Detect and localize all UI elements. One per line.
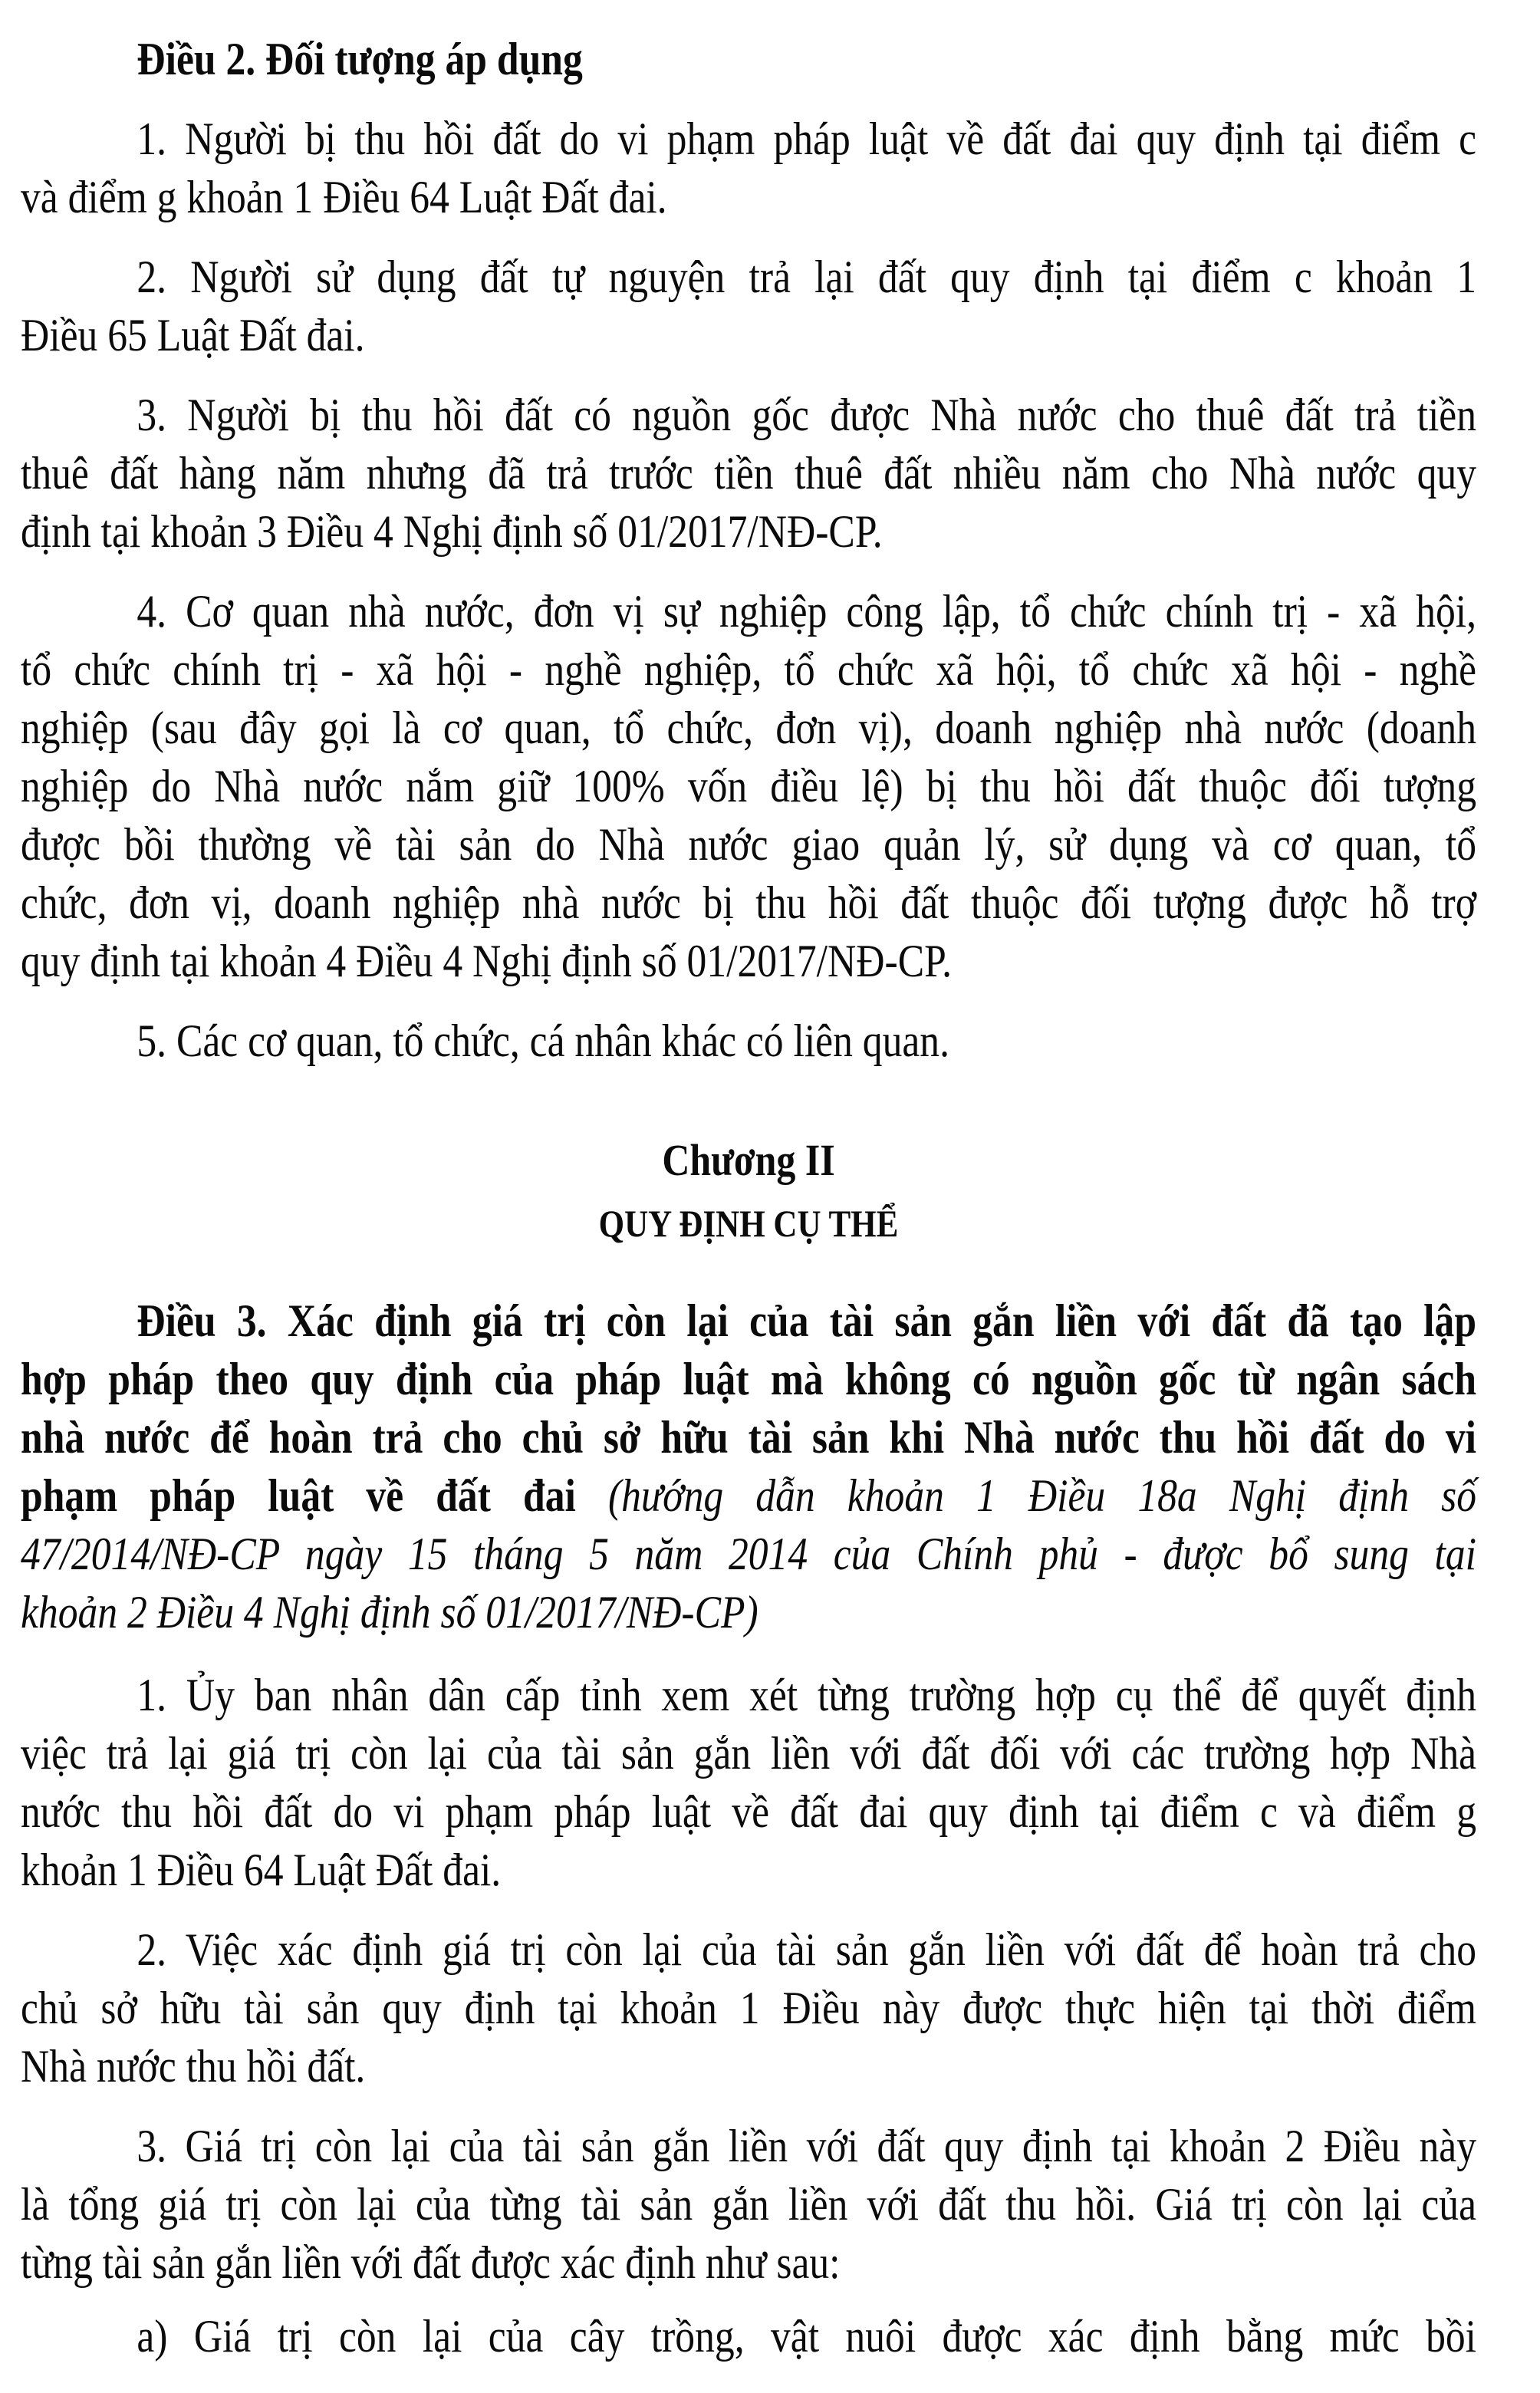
article-2-clause-5	[21, 1012, 1476, 1070]
text-line: thuê đất hàng năm nhưng đã trả trước tiền thuê đất nhiều năm cho Nhà nước quy	[21, 448, 1477, 499]
text-line: nghiệp (sau đây gọi là cơ quan, tổ chức, đơn vị), doanh nghiệp nhà nước (doanh	[21, 703, 1477, 753]
chapter-title: Chương II	[662, 1135, 835, 1185]
text-line: nước thu hồi đất do vi phạm pháp luật về đất đai quy định tại điểm c và điểm g	[21, 1786, 1477, 1837]
text-line: hợp pháp theo quy định của pháp luật mà không có nguồn gốc từ ngân sách	[21, 1354, 1477, 1404]
text-line: 5. Các cơ quan, tổ chức, cá nhân khác có liên quan.	[137, 1015, 949, 1066]
text-line: 1. Người bị thu hồi đất do vi phạm pháp luật về đất đai quy định tại điểm c	[137, 114, 1477, 164]
article-3-heading	[21, 1292, 1476, 1641]
article-2-clause-2	[21, 248, 1476, 364]
text-line: 1. Ủy ban nhân dân cấp tỉnh xem xét từng trường hợp cụ thể để quyết định	[137, 1670, 1477, 1720]
text-line: là tổng giá trị còn lại của từng tài sản gắn liền với đất thu hồi. Giá trị còn lại của	[21, 2179, 1477, 2230]
text-line: a) Giá trị còn lại của cây trồng, vật nuôi được xác định bằng mức bồi	[137, 2311, 1477, 2362]
article-3-point-a	[21, 2307, 1476, 2365]
text-line: 4. Cơ quan nhà nước, đơn vị sự nghiệp công lập, tổ chức chính trị - xã hội,	[137, 586, 1477, 637]
article-3-title-bold-tail: phạm pháp luật về đất đai	[21, 1470, 608, 1521]
text-line: Điều 3. Xác định giá trị còn lại của tài sản gắn liền với đất đã tạo lập	[137, 1295, 1477, 1346]
text-line: được bồi thường về tài sản do Nhà nước giao quản lý, sử dụng và cơ quan, tổ	[21, 819, 1477, 870]
text-line: 47/2014/NĐ-CP ngày 15 tháng 5 năm 2014 của Chính phủ - được bổ sung tại	[21, 1529, 1477, 1579]
article-2-clause-4	[21, 582, 1476, 990]
text-line: chủ sở hữu tài sản quy định tại khoản 1 Điều này được thực hiện tại thời điểm	[21, 1983, 1477, 2033]
text-line: Điều 65 Luật Đất đai.	[21, 310, 365, 360]
article-3-clause-1	[21, 1666, 1476, 1899]
text-line: và điểm g khoản 1 Điều 64 Luật Đất đai.	[21, 172, 667, 222]
text-line: chức, đơn vị, doanh nghiệp nhà nước bị thu hồi đất thuộc đối tượng được hỗ trợ	[21, 877, 1477, 928]
text-line: tổ chức chính trị - xã hội - nghề nghiệp, tổ chức xã hội, tổ chức xã hội - nghề	[21, 644, 1477, 695]
text-line: quy định tại khoản 4 Điều 4 Nghị định số 01/2017/NĐ-CP.	[21, 936, 953, 986]
text-line: 3. Giá trị còn lại của tài sản gắn liền với đất quy định tại khoản 2 Điều này	[137, 2121, 1477, 2171]
article-2-clause-3	[21, 386, 1476, 561]
article-3-clause-3	[21, 2117, 1476, 2292]
article-3-clause-2	[21, 1921, 1476, 2095]
text-line: 3. Người bị thu hồi đất có nguồn gốc được Nhà nước cho thuê đất trả tiền	[137, 390, 1477, 440]
text-line: 2. Việc xác định giá trị còn lại của tài sản gắn liền với đất để hoàn trả cho	[137, 1924, 1477, 1975]
text-line: khoản 1 Điều 64 Luật Đất đai.	[21, 1845, 502, 1895]
text-line: việc trả lại giá trị còn lại của tài sản gắn liền với đất đối với các trường hợp Nhà	[21, 1728, 1477, 1779]
text-line: nghiệp do Nhà nước nắm giữ 100% vốn điều lệ) bị thu hồi đất thuộc đối tượng	[21, 761, 1477, 811]
article-3-legal-basis	[21, 1525, 1476, 1641]
article-3-legal-basis-start: (hướng dẫn khoản 1 Điều 18a Nghị định số	[607, 1470, 1477, 1521]
article-2-heading: Điều 2. Đối tượng áp dụng	[137, 34, 583, 84]
chapter-subtitle: QUY ĐỊNH CỤ THỂ	[598, 1202, 899, 1245]
text-line: Nhà nước thu hồi đất.	[21, 2041, 366, 2092]
text-line: định tại khoản 3 Điều 4 Nghị định số 01/2017/NĐ-CP.	[21, 506, 883, 557]
text-line: nhà nước để hoàn trả cho chủ sở hữu tài sản khi Nhà nước thu hồi đất do vi	[21, 1412, 1477, 1463]
document-page	[21, 30, 1476, 2365]
article-3-title-bold	[21, 1292, 1476, 1466]
text-line: khoản 2 Điều 4 Nghị định số 01/2017/NĐ-CP)	[21, 1587, 758, 1638]
text-line: 2. Người sử dụng đất tự nguyện trả lại đất quy định tại điểm c khoản 1	[137, 252, 1477, 302]
article-3-title-mixed-line	[21, 1466, 1476, 1525]
article-2-clause-1	[21, 110, 1476, 226]
text-line: từng tài sản gắn liền với đất được xác định như sau:	[21, 2237, 841, 2288]
